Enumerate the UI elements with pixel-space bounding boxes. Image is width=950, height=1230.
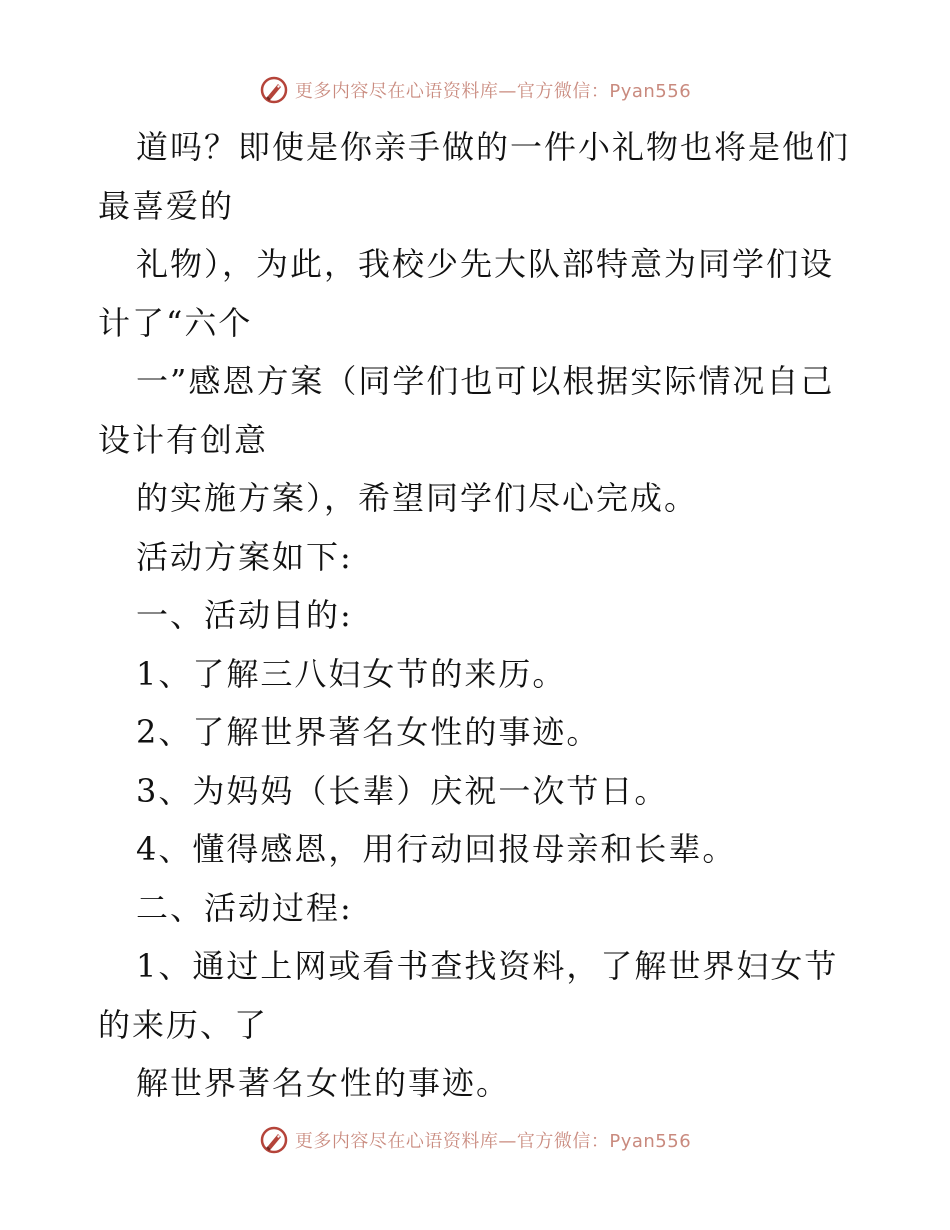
footer-banner — [0, 1120, 950, 1160]
text-line: 的来历、了 — [98, 1005, 269, 1044]
text-line: 的实施方案），希望同学们尽心完成。 — [136, 479, 699, 517]
text-line: 一”感恩方案（同学们也可以根据实际情况自己 — [136, 362, 835, 400]
text-line: 1、了解三八妇女节的来历。 — [136, 654, 567, 693]
header-banner — [0, 70, 950, 110]
pen-nib-logo-icon — [259, 75, 289, 105]
banner-text: 更多内容尽在心语资料库—官方微信：Pyan556 — [294, 1131, 692, 1152]
text-line: 一、活动目的: — [136, 596, 353, 634]
text-line: 1、通过上网或看书查找资料，了解世界妇女节 — [136, 947, 839, 985]
banner-text: 更多内容尽在心语资料库—官方微信：Pyan556 — [294, 81, 692, 102]
text-line: 2、了解世界著名女性的事迹。 — [136, 713, 601, 751]
text-line: 礼物），为此，我校少先大队部特意为同学们设 — [136, 245, 835, 283]
text-line: 活动方案如下: — [136, 537, 353, 576]
pen-nib-logo-icon — [259, 1125, 289, 1155]
text-line: 二、活动过程: — [136, 888, 353, 927]
text-line: 道吗？即使是你亲手做的一件小礼物也将是他们 — [136, 128, 851, 166]
text-line: 最喜爱的 — [98, 186, 235, 225]
text-line: 4、懂得感恩，用行动回报母亲和长辈。 — [136, 830, 737, 868]
text-line: 3、为妈妈（长辈）庆祝一次节日。 — [136, 771, 669, 810]
document-body — [98, 118, 858, 1113]
text-line: 计了“六个 — [98, 303, 253, 342]
text-line: 设计有创意 — [98, 420, 269, 459]
text-line: 解世界著名女性的事迹。 — [136, 1064, 511, 1102]
